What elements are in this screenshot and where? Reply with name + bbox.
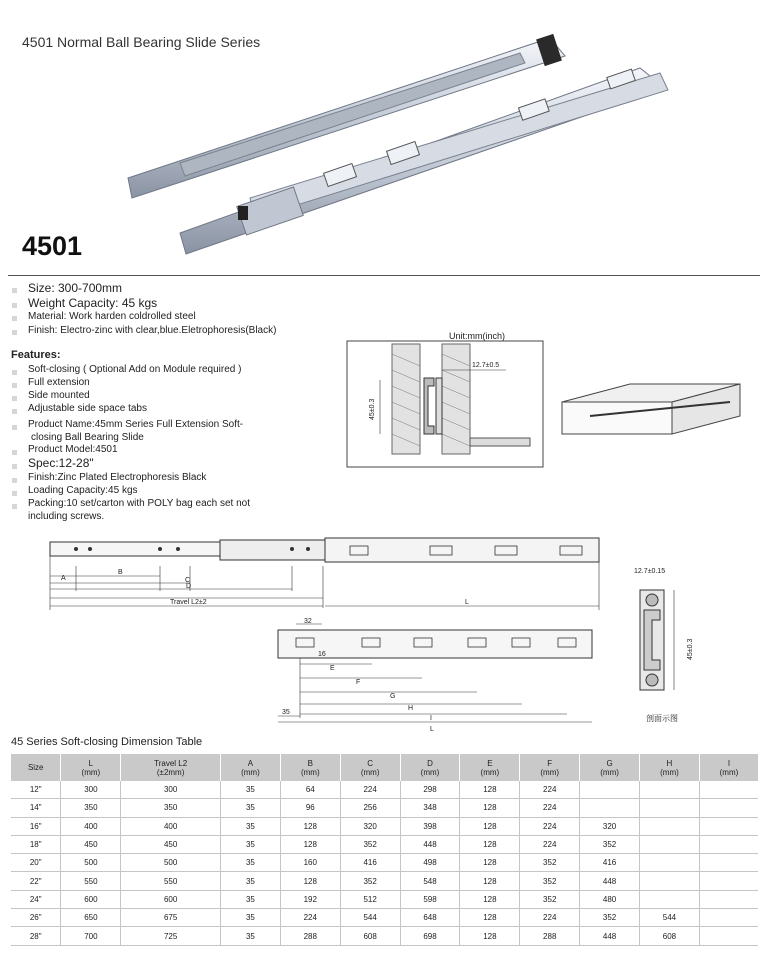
table-cell: 128	[460, 909, 520, 927]
table-row	[11, 817, 758, 835]
table-cell: 500	[121, 854, 221, 872]
table-cell: 398	[400, 817, 460, 835]
bullet-icon	[12, 370, 17, 375]
dim-a: A	[61, 575, 66, 582]
table-row	[11, 890, 758, 908]
bullet-icon	[12, 303, 17, 308]
extended-slide-drawing	[40, 536, 610, 612]
table-cell: 352	[520, 854, 580, 872]
table-cell: 35	[221, 890, 281, 908]
section-width-dim: 12.7±0.5	[472, 362, 500, 369]
table-cell: 480	[580, 890, 640, 908]
table-cell	[699, 835, 758, 853]
bullet-icon	[12, 491, 17, 496]
table-cell: 24"	[11, 890, 61, 908]
column-header	[640, 754, 700, 781]
column-header	[11, 754, 61, 781]
bullet-icon	[12, 450, 17, 455]
table-cell: 14"	[11, 799, 61, 817]
table-cell: 416	[340, 854, 400, 872]
table-cell: 128	[460, 872, 520, 890]
section-height-dim: 45±0.3	[369, 398, 376, 420]
table-cell	[640, 854, 700, 872]
table-cell	[640, 781, 700, 799]
column-header-text: (mm)	[420, 767, 440, 777]
table-row	[11, 909, 758, 927]
table-cell: 352	[520, 872, 580, 890]
feature-item: Full extension	[28, 377, 90, 388]
table-cell: 448	[580, 927, 640, 945]
table-cell: 600	[121, 890, 221, 908]
bullet-icon	[12, 464, 17, 469]
table-cell: 416	[580, 854, 640, 872]
model-number: 4501	[22, 231, 83, 261]
table-cell: 224	[520, 817, 580, 835]
table-cell: 400	[121, 817, 221, 835]
table-cell: 64	[280, 781, 340, 799]
column-header-text: (mm)	[600, 767, 619, 777]
column-header	[580, 754, 640, 781]
table-cell: 224	[520, 835, 580, 853]
table-cell: 35	[221, 835, 281, 853]
table-cell	[699, 817, 758, 835]
column-header	[460, 754, 520, 781]
table-cell: 224	[340, 781, 400, 799]
table-cell	[580, 781, 640, 799]
column-header	[61, 754, 121, 781]
table-cell: 600	[61, 890, 121, 908]
dim-h: H	[408, 705, 414, 712]
cross-section-drawing	[346, 340, 546, 470]
dim-32: 32	[304, 618, 312, 625]
feature-item: Adjustable side space tabs	[28, 403, 147, 414]
table-cell	[699, 854, 758, 872]
column-header-text: I	[727, 758, 731, 768]
table-cell	[699, 799, 758, 817]
bullet-icon	[12, 425, 17, 430]
column-header-text: A	[247, 758, 254, 768]
table-cell: 512	[340, 890, 400, 908]
table-row	[11, 927, 758, 945]
column-header-text: E	[487, 758, 493, 768]
feature-item: Spec:12-28"	[28, 456, 94, 470]
table-cell: 20"	[11, 854, 61, 872]
column-header-text: F	[547, 758, 553, 768]
table-cell: 16"	[11, 817, 61, 835]
spec-finish: Finish: Electro-zinc with clear,blue.Eletrophoresis(Black)	[28, 325, 277, 336]
column-header	[221, 754, 281, 781]
bullet-icon	[12, 288, 17, 293]
table-cell: 352	[340, 835, 400, 853]
table-cell: 650	[61, 909, 121, 927]
table-cell: 96	[280, 799, 340, 817]
profile-height-dim: 45±0.3	[687, 638, 694, 660]
table-cell: 35	[221, 817, 281, 835]
table-cell: 22"	[11, 872, 61, 890]
table-cell: 320	[340, 817, 400, 835]
table-cell	[640, 872, 700, 890]
column-header-text: G	[606, 758, 613, 768]
feature-item: Loading Capacity:45 kgs	[28, 485, 138, 496]
table-cell: 352	[340, 872, 400, 890]
spec-material: Material: Work harden coldrolled steel	[28, 311, 196, 322]
bullet-icon	[12, 504, 17, 509]
table-cell: 128	[280, 835, 340, 853]
bullet-icon	[12, 396, 17, 401]
table-cell: 498	[400, 854, 460, 872]
dim-b: B	[118, 569, 123, 576]
dimension-table	[11, 754, 758, 946]
table-cell: 608	[640, 927, 700, 945]
dim-f: F	[356, 679, 361, 686]
profile-width-dim: 12.7±0.15	[634, 568, 666, 575]
table-cell: 160	[280, 854, 340, 872]
table-cell: 500	[61, 854, 121, 872]
table-cell: 450	[61, 835, 121, 853]
table-cell: 675	[121, 909, 221, 927]
bullet-icon	[12, 383, 17, 388]
table-cell: 28"	[11, 927, 61, 945]
table-row	[11, 872, 758, 890]
table-cell: 352	[520, 890, 580, 908]
column-header-text: (mm)	[81, 767, 101, 777]
table-cell: 450	[121, 835, 221, 853]
table-cell: 448	[400, 835, 460, 853]
table-cell: 35	[221, 872, 281, 890]
profile-caption: 剖面示图	[646, 714, 678, 723]
column-header	[280, 754, 340, 781]
table-cell: 35	[221, 854, 281, 872]
table-cell	[699, 890, 758, 908]
table-cell: 35	[221, 927, 281, 945]
feature-item-continued: closing Ball Bearing Slide	[31, 432, 144, 443]
dim-g: G	[390, 693, 396, 700]
bullet-icon	[12, 316, 17, 321]
table-cell: 128	[460, 781, 520, 799]
table-cell: 348	[400, 799, 460, 817]
column-header-text: B	[307, 758, 313, 768]
table-cell	[699, 872, 758, 890]
column-header-text: (mm)	[360, 767, 380, 777]
column-header-text: D	[427, 758, 433, 768]
divider	[8, 275, 760, 276]
page-title: 4501 Normal Ball Bearing Slide Series	[22, 34, 261, 50]
table-row	[11, 781, 758, 799]
column-header	[340, 754, 400, 781]
column-header	[400, 754, 460, 781]
column-header-text: (mm)	[480, 767, 500, 777]
dim-l: L	[465, 599, 469, 606]
dim-35: 35	[282, 709, 290, 716]
features-heading: Features:	[11, 349, 61, 361]
table-cell: 350	[121, 799, 221, 817]
dim-d: D	[186, 583, 192, 590]
table-cell: 725	[121, 927, 221, 945]
dim-l-bottom: L	[430, 726, 434, 733]
table-cell: 288	[520, 927, 580, 945]
table-cell	[580, 799, 640, 817]
column-header-text: (±2mm)	[156, 767, 185, 777]
table-cell: 352	[580, 835, 640, 853]
table-cell: 128	[280, 872, 340, 890]
table-cell: 35	[221, 781, 281, 799]
table-cell: 700	[61, 927, 121, 945]
table-cell: 26"	[11, 909, 61, 927]
column-header-text: (mm)	[241, 767, 260, 777]
table-cell: 550	[61, 872, 121, 890]
table-title: 45 Series Soft-closing Dimension Table	[11, 736, 203, 748]
spec-weight: Weight Capacity: 45 kgs	[28, 296, 158, 310]
dim-16: 16	[318, 651, 326, 658]
feature-item: Soft-closing ( Optional Add on Module required )	[28, 364, 242, 375]
slide-product-photo	[120, 28, 680, 268]
table-cell: 128	[460, 854, 520, 872]
table-cell: 320	[580, 817, 640, 835]
table-cell: 224	[280, 909, 340, 927]
table-cell: 128	[460, 927, 520, 945]
table-cell	[640, 799, 700, 817]
column-header-text: Size	[27, 763, 44, 772]
table-cell: 544	[340, 909, 400, 927]
table-cell: 288	[280, 927, 340, 945]
feature-item: Packing:10 set/carton with POLY bag each set not	[28, 498, 250, 509]
column-header-text: H	[666, 758, 673, 768]
table-cell: 224	[520, 909, 580, 927]
table-cell: 648	[400, 909, 460, 927]
column-header	[520, 754, 580, 781]
table-cell	[699, 927, 758, 945]
spec-size: Size: 300-700mm	[28, 281, 123, 295]
profile-drawing	[630, 576, 710, 712]
table-cell: 548	[400, 872, 460, 890]
feature-item-continued: including screws.	[28, 511, 105, 522]
table-cell	[699, 781, 758, 799]
table-header-row	[11, 754, 758, 781]
bullet-icon	[12, 478, 17, 483]
table-cell: 12"	[11, 781, 61, 799]
table-cell: 300	[121, 781, 221, 799]
column-header	[699, 754, 758, 781]
column-header	[121, 754, 221, 781]
dim-e: E	[330, 665, 335, 672]
feature-item: Side mounted	[28, 390, 90, 401]
table-cell: 544	[640, 909, 700, 927]
table-cell: 35	[221, 799, 281, 817]
table-cell: 18"	[11, 835, 61, 853]
table-cell: 298	[400, 781, 460, 799]
dim-travel: Travel L2±2	[170, 599, 207, 606]
table-cell: 35	[221, 909, 281, 927]
feature-item: Product Model:4501	[28, 444, 118, 455]
table-cell: 698	[400, 927, 460, 945]
dim-i: I	[430, 715, 432, 722]
bullet-icon	[12, 409, 17, 414]
table-cell: 224	[520, 781, 580, 799]
column-header-text: (mm)	[300, 767, 320, 777]
table-cell: 224	[520, 799, 580, 817]
unit-label: Unit:mm(inch)	[449, 331, 506, 341]
table-cell: 608	[340, 927, 400, 945]
table-cell	[640, 835, 700, 853]
table-cell: 128	[280, 817, 340, 835]
rail-hole-drawing	[272, 614, 602, 734]
table-cell: 256	[340, 799, 400, 817]
drawer-illustration	[560, 372, 756, 442]
table-row	[11, 835, 758, 853]
table-cell: 550	[121, 872, 221, 890]
table-cell	[640, 890, 700, 908]
table-cell: 598	[400, 890, 460, 908]
table-cell	[640, 817, 700, 835]
column-header-text: C	[367, 758, 374, 768]
column-header-text: (mm)	[719, 767, 739, 777]
table-cell: 128	[460, 890, 520, 908]
table-cell: 350	[61, 799, 121, 817]
bullet-icon	[12, 330, 17, 335]
table-cell: 352	[580, 909, 640, 927]
table-cell: 448	[580, 872, 640, 890]
table-row	[11, 799, 758, 817]
column-header-text: (mm)	[660, 767, 679, 777]
table-cell: 128	[460, 799, 520, 817]
dim-c: C	[185, 577, 191, 584]
table-cell: 400	[61, 817, 121, 835]
table-cell: 300	[61, 781, 121, 799]
feature-item: Finish:Zinc Plated Electrophoresis Black	[28, 472, 207, 483]
table-cell: 128	[460, 817, 520, 835]
column-header-text: (mm)	[540, 767, 560, 777]
table-cell	[699, 909, 758, 927]
table-row	[11, 854, 758, 872]
table-cell: 192	[280, 890, 340, 908]
feature-item: Product Name:45mm Series Full Extension Soft-	[28, 419, 244, 430]
column-header-text: Travel L2	[154, 758, 188, 768]
column-header-text: L	[88, 758, 94, 768]
table-cell: 128	[460, 835, 520, 853]
